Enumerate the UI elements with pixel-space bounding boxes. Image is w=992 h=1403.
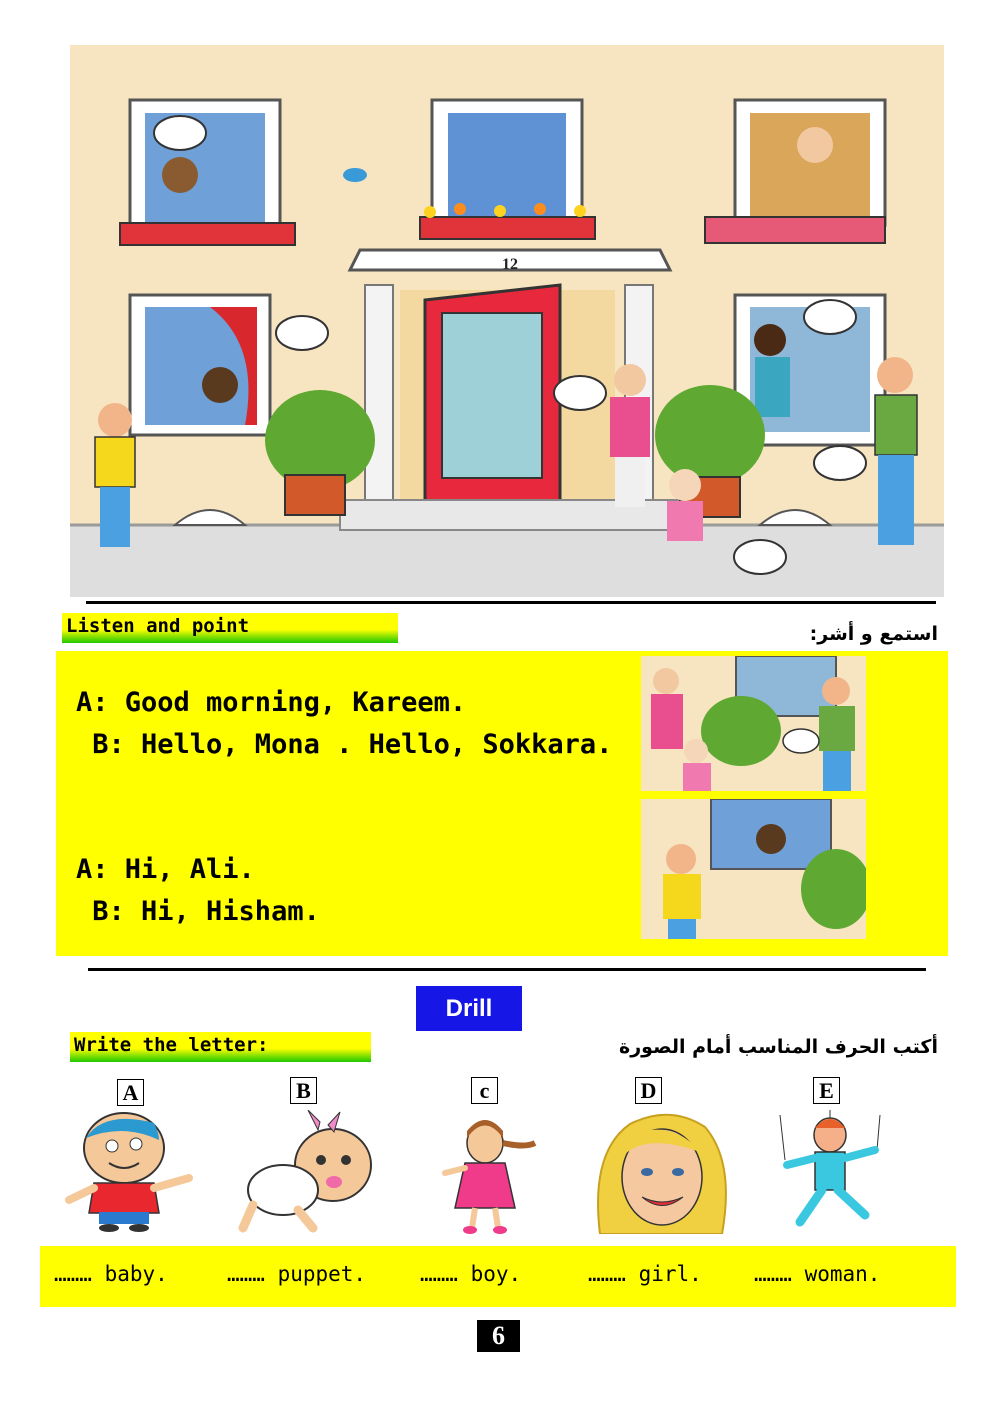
divider-top <box>86 601 936 604</box>
dialog-box <box>56 651 948 956</box>
answer-woman[interactable]: ……… woman. <box>754 1262 881 1286</box>
dialog-line-2: B: Hello, Mona . Hello, Sokkara. <box>76 729 613 760</box>
listen-arabic-label: استمع و أشر: <box>809 623 938 645</box>
listen-label: Listen and point <box>66 615 250 637</box>
letter-box-b: B <box>290 1077 317 1104</box>
divider-middle <box>88 968 926 971</box>
letter-box-a: A <box>117 1079 144 1106</box>
write-letter-label-bar <box>70 1032 371 1062</box>
window-bottom-left <box>130 295 270 435</box>
building-scene <box>70 45 944 597</box>
doll-sokkara <box>667 469 703 541</box>
thumbnail-mona-kareem <box>641 656 866 791</box>
answer-girl[interactable]: ……… girl. <box>588 1262 702 1286</box>
letter-box-e: E <box>813 1077 840 1104</box>
answer-boy[interactable]: ……… boy. <box>420 1262 522 1286</box>
picture-puppet <box>765 1110 895 1234</box>
write-letter-arabic: أكتب الحرف المناسب أمام الصورة <box>619 1036 938 1058</box>
window-top-left <box>120 100 295 245</box>
letter-box-d: D <box>635 1077 662 1104</box>
dialog-line-1: A: Good morning, Kareem. <box>76 687 467 718</box>
listen-label-bar <box>62 613 398 643</box>
dialog-line-4: B: Hi, Hisham. <box>76 896 320 927</box>
drill-title: Drill <box>416 986 522 1031</box>
page-number: 6 <box>477 1320 520 1352</box>
picture-boy <box>64 1108 194 1233</box>
letter-box-c: c <box>471 1077 498 1104</box>
dialog-line-3: A: Hi, Ali. <box>76 854 255 885</box>
thumbnail-ali-hisham <box>641 799 866 939</box>
answer-puppet[interactable]: ……… puppet. <box>227 1262 367 1286</box>
answers-strip <box>40 1246 956 1307</box>
girl-mona <box>610 364 650 507</box>
answer-baby[interactable]: ……… baby. <box>54 1262 168 1286</box>
picture-woman <box>590 1112 732 1234</box>
house-number: 12 <box>502 256 518 273</box>
picture-girl <box>430 1113 540 1237</box>
picture-baby <box>238 1110 380 1234</box>
write-letter-label: Write the letter: <box>74 1034 269 1056</box>
building-illustration <box>70 45 944 597</box>
window-top-center <box>420 100 595 239</box>
boy-left <box>95 403 135 547</box>
